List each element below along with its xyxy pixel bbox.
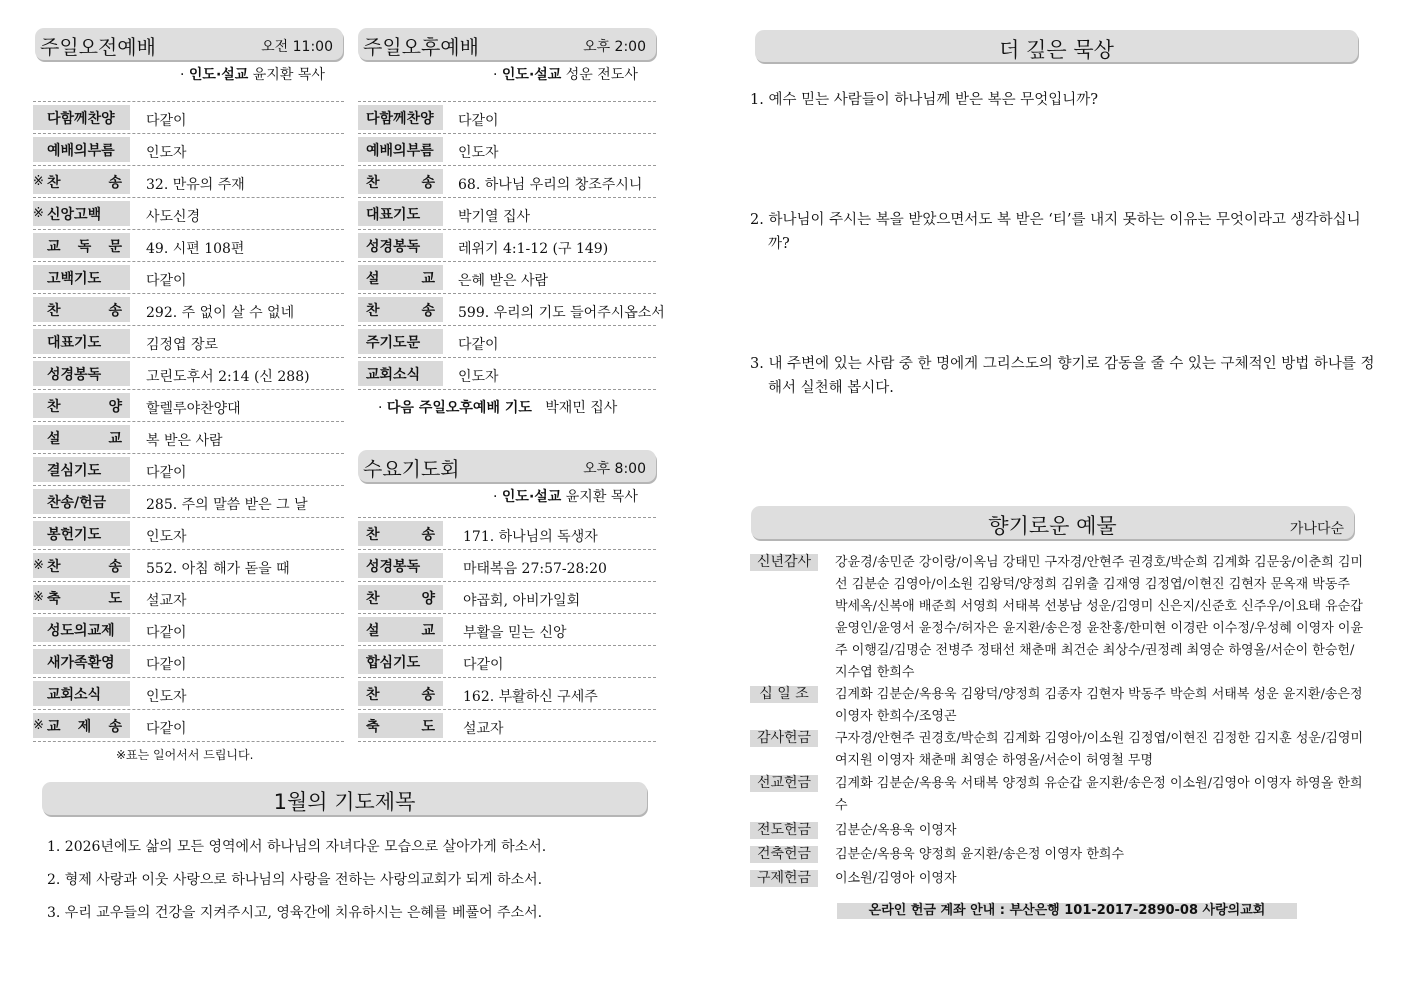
order-label: 대표기도 (358, 201, 443, 226)
order-label: ※ 찬 송 (33, 553, 130, 578)
offering-label: 십 일 조 (750, 686, 818, 703)
order-row (33, 390, 344, 422)
offering-names: 김분순/옥용욱 이영자 (835, 823, 957, 838)
order-row (358, 230, 656, 262)
prayer-item: 3. 우리 교우들의 건강을 지켜주시고, 영육간에 치유하시는 은혜를 베풀어 주소서. (47, 905, 543, 921)
order-row (33, 678, 344, 710)
order-value: 다같이 (463, 657, 504, 673)
morning-order-table (33, 101, 344, 742)
order-label: 예배의부름 (33, 137, 130, 162)
order-value: 설교자 (463, 721, 504, 737)
offering-names: 구자경/안현주 권경호/박순희 김계화 김영아/이소원 김정엽/이현진 김정한 김지훈 성운/김영미 여지원 이영자 채춘매 최영순 하영올/서순이 허영철 무명 (835, 731, 1364, 768)
order-value: 할렐루야찬양대 (146, 401, 241, 417)
standing-mark: ※ (33, 174, 44, 189)
order-label: 예배의부름 (358, 137, 443, 162)
meditation-title: 더 깊은 묵상 (999, 38, 1114, 62)
order-label: 대표기도 (33, 329, 130, 354)
order-row (33, 614, 344, 646)
afternoon-leader: · 인도·설교 성운 전도사 (493, 67, 638, 83)
next-prayer-notice: · 다음 주일오후예배 기도 박재민 집사 (378, 400, 618, 416)
order-row (33, 454, 344, 486)
order-value: 49. 시편 108편 (146, 241, 245, 257)
order-label: 찬송/헌금 (33, 489, 130, 514)
order-label: ※ 교 제 송 (33, 713, 130, 738)
order-row (358, 614, 656, 646)
order-label: 설 교 (33, 425, 130, 450)
order-value: 김정엽 장로 (146, 337, 219, 353)
order-row (358, 102, 656, 134)
wednesday-time: 오후 8:00 (583, 461, 646, 477)
order-label: 다함께찬양 (358, 105, 443, 130)
order-value: 다같이 (458, 337, 499, 353)
afternoon-header (358, 28, 656, 60)
order-label: 찬 양 (33, 393, 130, 418)
order-label: 축 도 (358, 713, 443, 738)
wednesday-title: 수요기도회 (363, 457, 460, 481)
offering-names: 김계화 김분순/옥용욱 서태복 양정희 유순갑 윤지환/송은정 이소원/김영아 이영자 하영올 한희수 (835, 776, 1363, 813)
order-label: 새가족환영 (33, 649, 130, 674)
order-value: 인도자 (458, 145, 499, 161)
order-value: 복 받은 사람 (146, 433, 223, 449)
wednesday-leader: · 인도·설교 윤지환 목사 (493, 489, 638, 505)
order-label: 주기도문 (358, 329, 443, 354)
order-row (33, 294, 344, 326)
order-value: 다같이 (146, 721, 187, 737)
order-label: 고백기도 (33, 265, 130, 290)
order-value: 은혜 받은 사람 (458, 273, 549, 289)
order-label: 찬 송 (358, 681, 443, 706)
offering-label: 구제헌금 (750, 870, 818, 887)
online-account-notice: 온라인 헌금 계좌 안내 : 부산은행 101-2017-2890-08 사랑의교회 (837, 903, 1297, 919)
order-value: 박기열 집사 (458, 209, 531, 225)
order-row (33, 710, 344, 742)
order-label: 찬 양 (358, 585, 443, 610)
order-value: 68. 하나님 우리의 창조주시니 (458, 177, 643, 193)
order-value: 다같이 (146, 625, 187, 641)
order-label: 합심기도 (358, 649, 443, 674)
offering-label: 감사헌금 (750, 730, 818, 747)
order-row (358, 518, 656, 550)
standing-mark: ※ (33, 558, 44, 573)
offering-label: 선교헌금 (750, 775, 818, 792)
order-label: 교회소식 (33, 681, 130, 706)
offering-names: 강윤경/송민준 강이랑/이옥님 강태민 구자경/안현주 권경호/박순희 김계화 김문웅/이춘희 김미선 김분순 김영아/이소원 김왕덕/양정희 김위출 김재영 김정엽/이현진 김현자 문옥재 박동주 박세옥/신복애 배준희 서영희 서태복 선봉남 성운/김영미 신은지/신준호 신주우/이요태 유순갑 윤영인/윤영서 윤정수/허자은 윤지환/송은정 윤찬홍/한미현 이경란 이수정/우성혜 이영자 이윤주 이행길/김명순 전병주 정태선 채춘매 최건순 최상수/권정례 최영순 하영올/서순이 한승헌/지수엽 한희수 (835, 555, 1364, 680)
order-label: 결심기도 (33, 457, 130, 482)
order-label: 성도의교제 (33, 617, 130, 642)
order-row (33, 422, 344, 454)
order-row (358, 678, 656, 710)
wednesday-order-table (358, 517, 656, 742)
order-row (358, 646, 656, 678)
offering-list (750, 552, 1362, 892)
order-label: 성경봉독 (358, 553, 443, 578)
order-value: 32. 만유의 주재 (146, 177, 245, 193)
order-value: 사도신경 (146, 209, 201, 225)
order-label: ※ 신앙고백 (33, 201, 130, 226)
offering-names: 김분순/옥용욱 양정희 윤지환/송은정 이영자 한희수 (835, 847, 1125, 862)
order-value: 마태복음 27:57-28:20 (463, 561, 607, 577)
order-label: 성경봉독 (358, 233, 443, 258)
order-row (33, 326, 344, 358)
order-value: 162. 부활하신 구세주 (463, 689, 598, 705)
order-value: 다같이 (146, 113, 187, 129)
prayer-item: 2. 형제 사랑과 이웃 사랑으로 하나님의 사랑을 전하는 사랑의교회가 되게 하소서. (47, 872, 543, 888)
order-label: 다함께찬양 (33, 105, 130, 130)
meditation-question: 2. 하나님이 주시는 복을 받았으면서도 복 받은 ‘티’를 내지 못하는 이유는 무엇이라고 생각하십니까? (750, 212, 1361, 252)
order-row (33, 198, 344, 230)
order-value: 다같이 (458, 113, 499, 129)
order-row (33, 262, 344, 294)
meditation-question: 3. 내 주변에 있는 사람 중 한 명에게 그리스도의 향기로 감동을 줄 수 있는 구체적인 방법 하나를 정해서 실천해 봅시다. (750, 356, 1375, 396)
order-value: 인도자 (146, 145, 187, 161)
order-row (33, 102, 344, 134)
prayer-item: 1. 2026년에도 삶의 모든 영역에서 하나님의 자녀다운 모습으로 살아가게 하소서. (47, 839, 547, 855)
order-label: 교 독 문 (33, 233, 130, 258)
order-row (358, 294, 665, 326)
order-label: ※ 찬 송 (33, 169, 130, 194)
order-value: 레위기 4:1-12 (구 149) (458, 241, 609, 257)
order-row (358, 262, 656, 294)
standing-mark: ※ (33, 718, 44, 733)
afternoon-order-table (358, 101, 665, 390)
order-value: 설교자 (146, 593, 187, 609)
offering-names: 김계화 김분순/옥용욱 김왕덕/양정희 김종자 김현자 박동주 박순희 서태복 성운 윤지환/송은정 이영자 한희수/조영곤 (835, 687, 1363, 724)
order-value: 인도자 (146, 529, 187, 545)
order-row (358, 550, 656, 582)
order-label: 찬 송 (358, 521, 443, 546)
order-row (358, 582, 656, 614)
morning-header (35, 28, 343, 60)
morning-leader: · 인도·설교 윤지환 목사 (180, 67, 325, 83)
order-row (33, 646, 344, 678)
offering-label: 신년감사 (750, 554, 818, 571)
offering-header (751, 506, 1354, 539)
afternoon-title: 주일오후예배 (363, 35, 479, 59)
order-value: 인도자 (458, 369, 499, 385)
order-label: 설 교 (358, 265, 443, 290)
order-value: 285. 주의 말씀 받은 그 날 (146, 497, 308, 513)
offering-order: 가나다순 (1289, 521, 1344, 537)
order-value: 다같이 (146, 273, 187, 289)
order-row (358, 326, 656, 358)
offering-names: 이소원/김영아 이영자 (835, 871, 957, 886)
order-row (33, 134, 344, 166)
offering-title: 향기로운 예물 (988, 514, 1117, 538)
order-row (33, 166, 344, 198)
order-value: 599. 우리의 기도 들어주시옵소서 (458, 305, 665, 321)
order-value: 292. 주 없이 살 수 없네 (146, 305, 295, 321)
order-value: 552. 아침 해가 돋을 때 (146, 561, 290, 577)
order-row (33, 582, 344, 614)
prayer-header (42, 782, 647, 815)
order-row (33, 518, 344, 550)
afternoon-time: 오후 2:00 (583, 39, 646, 55)
order-value: 고린도후서 2:14 (신 288) (146, 369, 310, 385)
meditation-question: 1. 예수 믿는 사람들이 하나님께 받은 복은 무엇입니까? (750, 92, 1099, 108)
order-row (33, 550, 344, 582)
order-row (358, 198, 656, 230)
morning-title: 주일오전예배 (40, 35, 156, 59)
standing-note: ※표는 일어서서 드립니다. (116, 748, 254, 762)
order-label: 교회소식 (358, 361, 443, 386)
order-value: 다같이 (146, 657, 187, 673)
meditation-header (755, 30, 1358, 62)
order-row (358, 358, 656, 390)
order-label: 찬 송 (358, 297, 443, 322)
order-value: 171. 하나님의 독생자 (463, 529, 598, 545)
order-label: 봉헌기도 (33, 521, 130, 546)
order-row (33, 230, 344, 262)
offering-label: 건축헌금 (750, 846, 818, 863)
order-row (33, 486, 344, 518)
order-row (358, 166, 656, 198)
order-row (358, 134, 656, 166)
order-value: 부활을 믿는 신앙 (463, 625, 567, 641)
order-row (33, 358, 344, 390)
order-value: 야곱회, 아비가일회 (463, 593, 581, 609)
order-value: 다같이 (146, 465, 187, 481)
offering-label: 전도헌금 (750, 822, 818, 839)
wednesday-header (358, 450, 656, 482)
order-row (358, 710, 656, 742)
order-label: ※ 축 도 (33, 585, 130, 610)
order-label: 설 교 (358, 617, 443, 642)
order-label: 성경봉독 (33, 361, 130, 386)
morning-time: 오전 11:00 (261, 39, 333, 55)
prayer-title: 1월의 기도제목 (273, 790, 416, 814)
order-label: 찬 송 (358, 169, 443, 194)
standing-mark: ※ (33, 590, 44, 605)
order-value: 인도자 (146, 689, 187, 705)
standing-mark: ※ (33, 206, 44, 221)
order-label: 찬 송 (33, 297, 130, 322)
